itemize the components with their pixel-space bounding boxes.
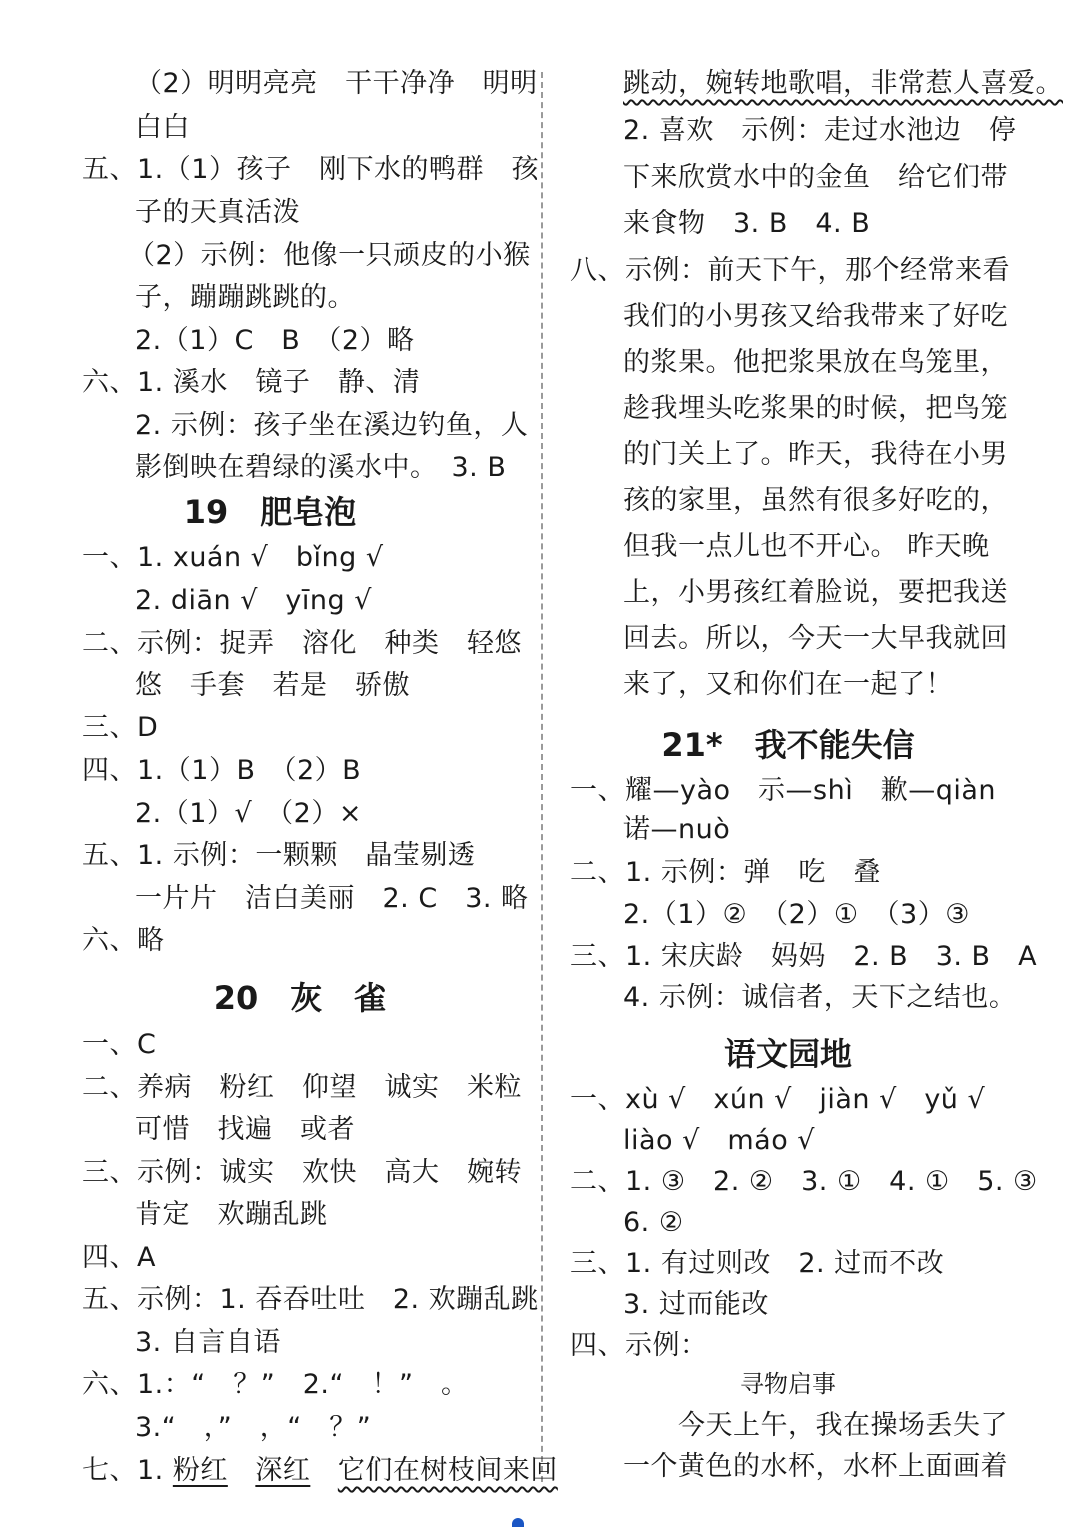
answer-line: 孩的家里，虽然有很多好吃的， xyxy=(623,485,1008,516)
answer-line: 五、1. 示例：一颗颗 晶莹剔透 xyxy=(82,840,476,871)
answer-line: 四、A xyxy=(82,1242,156,1273)
answer-line: 六、1. 溪水 镜子 静、清 xyxy=(82,367,421,398)
wavy-underlined-answer: 跳动，婉转地歌唱，非常惹人喜爱。 xyxy=(623,68,1063,99)
answer-line: 上，小男孩红着脸说，要把我送 xyxy=(623,577,1008,608)
answer-line: 八、示例：前天下午，那个经常来看 xyxy=(570,255,1010,286)
answer-line: 二、1. 示例：弹 吃 叠 xyxy=(570,857,881,888)
answer-line: 我们的小男孩又给我带来了好吃 xyxy=(623,301,1008,332)
answer-line: 但我一点儿也不开心。 昨天晚 xyxy=(623,531,990,562)
answer-line: 三、D xyxy=(82,712,159,743)
answer-line xyxy=(623,66,1063,102)
answer-line: 悠 手套 若是 骄傲 xyxy=(135,670,410,701)
answer-line: 3. 自言自语 xyxy=(135,1327,281,1358)
answer-line: 一个黄色的水杯，水杯上面画着 xyxy=(623,1451,1008,1482)
notice-title: 寻物启事 xyxy=(740,1370,836,1398)
answer-line: 2.（1）② （2）① （3）③ xyxy=(623,899,970,930)
lesson-title-21: 21* 我不能失信 xyxy=(661,726,915,764)
answer-line: 二、示例：捉弄 溶化 种类 轻悠 xyxy=(82,628,522,659)
answer-line: 今天上午，我在操场丢失了 xyxy=(678,1410,1008,1441)
answer-line: 一、xù √ xún √ jiàn √ yǔ √ xyxy=(570,1084,986,1115)
answer-line: 2.（1）C B （2）略 xyxy=(135,325,415,356)
answer-line xyxy=(82,1453,558,1489)
answer-line: 五、1.（1）孩子 刚下水的鸭群 孩 xyxy=(82,154,539,185)
answer-line: 子的天真活泼 xyxy=(135,197,300,228)
answer-line: 的浆果。他把浆果放在鸟笼里， xyxy=(623,347,1008,378)
underlined-answer: 粉红 xyxy=(172,1455,228,1486)
column-divider xyxy=(541,72,543,1482)
answer-line: 的门关上了。昨天，我待在小男 xyxy=(623,439,1008,470)
answer-line: 4. 示例：诚信者，天下之结也。 xyxy=(623,982,1017,1013)
page-marker-dot xyxy=(512,1518,524,1527)
answer-line: 白白 xyxy=(135,112,190,143)
answer-line: （2）示例：他像一只顽皮的小猴 xyxy=(128,240,531,271)
answer-line: 子，蹦蹦跳跳的。 xyxy=(135,282,355,313)
answer-line: 来食物 3. B 4. B xyxy=(623,208,871,239)
section-title-yuwen-yuandi: 语文园地 xyxy=(723,1035,852,1073)
answer-line: 2. diān √ yīng √ xyxy=(135,585,372,616)
answer-line: 一片片 洁白美丽 2. C 3. 略 xyxy=(135,883,529,914)
answer-line: （2）明明亮亮 干干净净 明明 xyxy=(135,68,538,99)
answer-line: 肯定 欢蹦乱跳 xyxy=(135,1199,328,1230)
answer-line: 二、1. ③ 2. ② 3. ① 4. ① 5. ③ xyxy=(570,1166,1038,1197)
answer-line: 二、养病 粉红 仰望 诚实 米粒 xyxy=(82,1072,522,1103)
answer-line: 2. 示例：孩子坐在溪边钓鱼，人 xyxy=(135,410,529,441)
answer-line: 6. ② xyxy=(623,1207,684,1238)
answer-line: 下来欣赏水中的金鱼 给它们带 xyxy=(623,162,1008,193)
answer-line: 3.“ ，” ，“ ？” xyxy=(135,1412,372,1443)
answer-line: 三、1. 有过则改 2. 过而不改 xyxy=(570,1248,945,1279)
answer-line: 三、示例：诚实 欢快 高大 婉转 xyxy=(82,1157,522,1188)
lesson-title-19: 19 肥皂泡 xyxy=(183,493,357,531)
answer-line: 诺—nuò xyxy=(623,814,731,845)
answer-line: 一、C xyxy=(82,1029,157,1060)
underlined-answer: 深红 xyxy=(255,1455,311,1486)
answer-line: 趁我埋头吃浆果的时候，把鸟笼 xyxy=(623,393,1008,424)
answer-line: 2.（1）√ （2）× xyxy=(135,798,362,829)
answer-line: liào √ máo √ xyxy=(623,1125,816,1156)
lesson-title-20: 20 灰 雀 xyxy=(213,979,387,1017)
answer-line: 可惜 找遍 或者 xyxy=(135,1114,355,1145)
wavy-underlined-answer: 它们在树枝间来回 xyxy=(337,1455,558,1486)
answer-line: 回去。所以，今天一大早我就回 xyxy=(623,623,1008,654)
answer-line: 影倒映在碧绿的溪水中。 3. B xyxy=(135,452,507,483)
answer-line: 3. 过而能改 xyxy=(623,1289,769,1320)
answer-line: 五、示例：1. 吞吞吐吐 2. 欢蹦乱跳 xyxy=(82,1284,539,1315)
answer-line: 六、1.：“ ？” 2.“ ！” 。 xyxy=(82,1369,469,1400)
answer-line: 2. 喜欢 示例：走过水池边 停 xyxy=(623,115,1017,146)
answer-line: 三、1. 宋庆龄 妈妈 2. B 3. B A xyxy=(570,941,1038,972)
answer-line: 四、示例： xyxy=(570,1330,708,1361)
answer-prefix: 七、1. xyxy=(82,1455,173,1486)
answer-line: 四、1.（1）B （2）B xyxy=(82,755,362,786)
answer-line: 来了，又和你们在一起了！ xyxy=(623,669,953,700)
answer-line: 六、略 xyxy=(82,925,165,956)
answer-line: 一、耀—yào 示—shì 歉—qiàn xyxy=(570,775,997,806)
answer-line: 一、1. xuán √ bǐng √ xyxy=(82,542,384,573)
